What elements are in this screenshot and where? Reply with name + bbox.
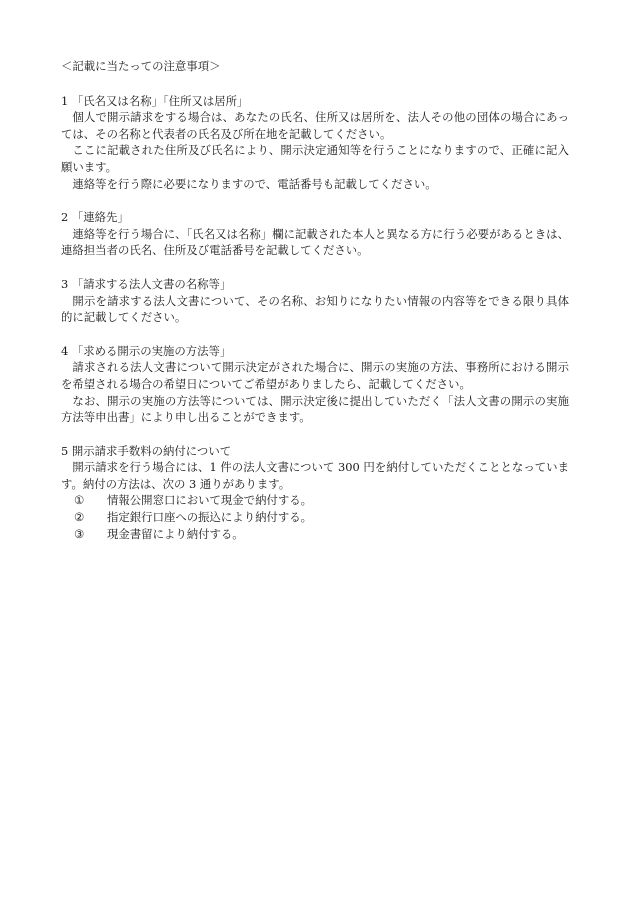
list-item (61, 492, 569, 509)
list-item (61, 526, 569, 543)
section-paragraph: 開示を請求する法人文書について、その名称、お知りになりたい情報の内容等をできる限り具体的に記載してください。 (61, 293, 569, 325)
document-page (61, 58, 569, 559)
section-paragraph: 開示請求を行う場合には、1 件の法人文書について 300 円を納付していただくこととなっています。納付の方法は、次の 3 通りがあります。 (61, 460, 569, 491)
list-marker: ③ (74, 526, 85, 541)
section-heading: 2 「連絡先」 (61, 210, 129, 225)
section-paragraph: なお、開示の実施の方法等については、開示決定後に提出していただく「法人文書の開示の実施方法等申出書」により申し出ることができます。 (61, 393, 569, 425)
page-title: ＜記載に当たっての注意事項＞ (61, 59, 221, 73)
section-name-address (61, 93, 569, 193)
list-marker: ② (74, 510, 85, 525)
section-heading: 5 開示請求手数料の納付について (61, 443, 232, 458)
section-fee-payment (61, 443, 569, 543)
section-paragraph: 連絡等を行う場合に、「氏名又は名称」欄に記載された本人と異なる方に行う必要があるときは、連絡担当者の氏名、住所及び電話番号を記載してください。 (61, 226, 569, 258)
list-item-text: 指定銀行口座への振込により納付する。 (107, 510, 313, 525)
section-requested-documents (61, 276, 569, 326)
section-paragraph: 連絡等を行う際に必要になりますので、電話番号も記載してください。 (72, 176, 437, 191)
section-heading: 1 「氏名又は名称」「住所又は居所」 (61, 93, 249, 108)
section-paragraph: 請求される法人文書について開示決定がされた場合に、開示の実施の方法、事務所における開示を希望される場合の希望日についてご希望がありましたら、記載してください。 (61, 360, 569, 391)
section-heading: 4 「求める開示の実施の方法等」 (61, 343, 232, 358)
list-item-text: 情報公開窓口において現金で納付する。 (107, 493, 313, 508)
section-disclosure-method (61, 343, 569, 426)
section-contact (61, 209, 569, 259)
list-marker: ① (74, 493, 85, 508)
section-heading: 3 「請求する法人文書の名称等」 (61, 276, 232, 291)
section-paragraph: 個人で開示請求をする場合は、あなたの氏名、住所又は居所を、法人その他の団体の場合にあっては、その名称と代表者の氏名及び所在地を記載してください。 (61, 110, 569, 141)
section-paragraph: ここに記載された住所及び氏名により、開示決定通知等を行うことになりますので、正確に記入願います。 (61, 143, 569, 174)
list-item-text: 現金書留により納付する。 (107, 526, 244, 541)
payment-method-list (61, 492, 569, 542)
list-item (61, 509, 569, 526)
